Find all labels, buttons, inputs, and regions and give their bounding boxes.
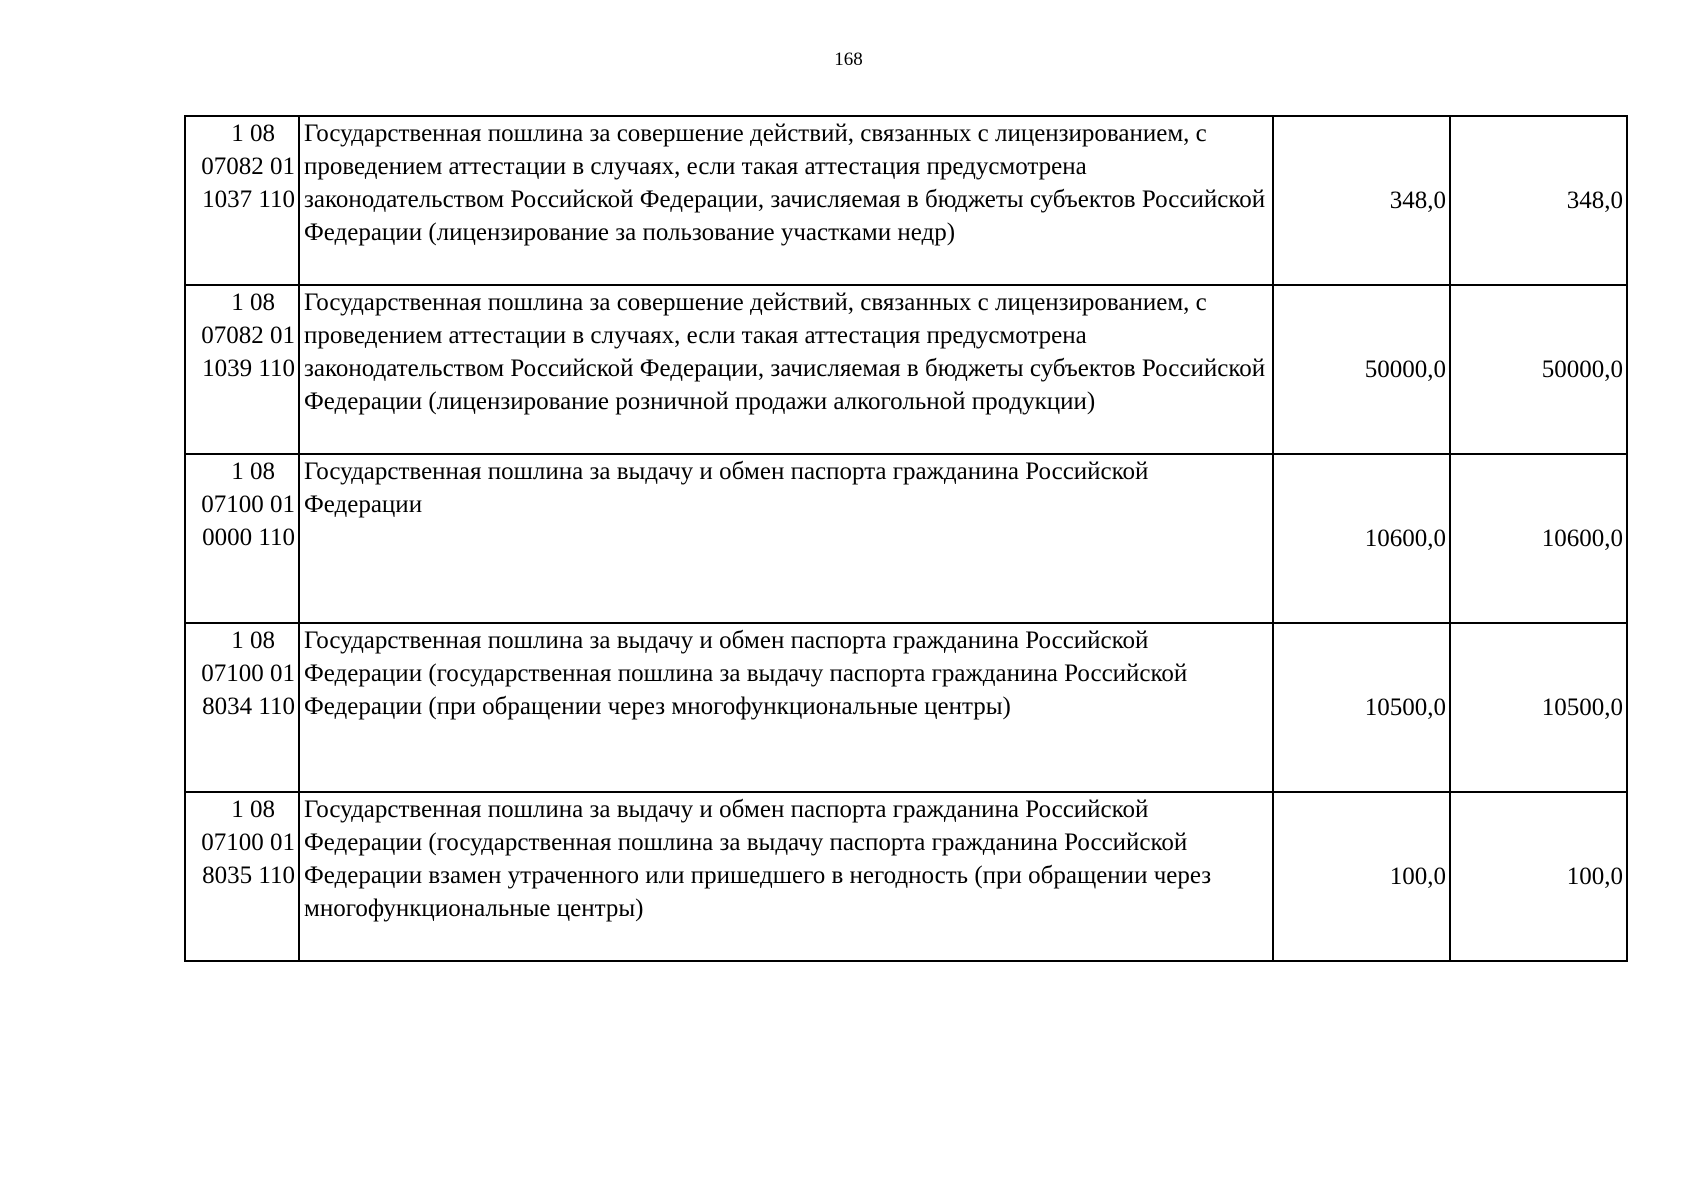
budget-code-cell (185, 623, 299, 792)
table-row (185, 285, 1627, 454)
table-row (185, 623, 1627, 792)
code-line: 07100 01 (201, 491, 295, 518)
amount-cell-1: 50000,0 (1273, 285, 1450, 454)
amount-cell-1: 10500,0 (1273, 623, 1450, 792)
code-line: 1037 110 (202, 186, 295, 213)
code-line: 1039 110 (202, 355, 295, 382)
amount-cell-2: 348,0 (1450, 116, 1627, 285)
code-line: 1 08 (231, 796, 275, 823)
code-line: 0000 110 (202, 524, 295, 551)
budget-table (184, 115, 1628, 962)
budget-code-cell (185, 454, 299, 623)
code-line: 1 08 (231, 120, 275, 147)
amount-cell-2: 10600,0 (1450, 454, 1627, 623)
description-cell: Государственная пошлина за выдачу и обмен паспорта гражданина Российской Федерации (государственная пошлина за выдачу паспорта гражданина Российской Федерации взамен утраченного или пришедшего в негодность (при обращении через многофункциональные центры) (299, 792, 1273, 961)
code-line: 07082 01 (201, 153, 295, 180)
amount-cell-1: 10600,0 (1273, 454, 1450, 623)
amount-cell-2: 10500,0 (1450, 623, 1627, 792)
table-row (185, 454, 1627, 623)
amount-cell-1: 100,0 (1273, 792, 1450, 961)
code-line: 07100 01 (201, 829, 295, 856)
budget-code-cell (185, 285, 299, 454)
description-cell: Государственная пошлина за совершение действий, связанных с лицензированием, с проведением аттестации в случаях, если такая аттестация предусмотрена законодательством Российской Федерации, зачисляемая в бюджеты субъектов Российской Федерации (лицензирование за пользование участками недр) (299, 116, 1273, 285)
code-line: 8035 110 (202, 862, 295, 889)
description-cell: Государственная пошлина за выдачу и обмен паспорта гражданина Российской Федерации (государственная пошлина за выдачу паспорта гражданина Российской Федерации (при обращении через многофункциональные центры) (299, 623, 1273, 792)
amount-cell-2: 50000,0 (1450, 285, 1627, 454)
code-line: 1 08 (231, 458, 275, 485)
amount-cell-2: 100,0 (1450, 792, 1627, 961)
code-line: 07100 01 (201, 660, 295, 687)
page-number: 168 (834, 49, 863, 70)
description-cell: Государственная пошлина за совершение действий, связанных с лицензированием, с проведением аттестации в случаях, если такая аттестация предусмотрена законодательством Российской Федерации, зачисляемая в бюджеты субъектов Российской Федерации (лицензирование розничной продажи алкогольной продукции) (299, 285, 1273, 454)
budget-code-cell (185, 792, 299, 961)
code-line: 1 08 (231, 289, 275, 316)
budget-code-cell (185, 116, 299, 285)
table-row (185, 116, 1627, 285)
code-line: 07082 01 (201, 322, 295, 349)
amount-cell-1: 348,0 (1273, 116, 1450, 285)
code-line: 1 08 (231, 627, 275, 654)
code-line: 8034 110 (202, 693, 295, 720)
table-row (185, 792, 1627, 961)
description-cell: Государственная пошлина за выдачу и обмен паспорта гражданина Российской Федерации (299, 454, 1273, 623)
